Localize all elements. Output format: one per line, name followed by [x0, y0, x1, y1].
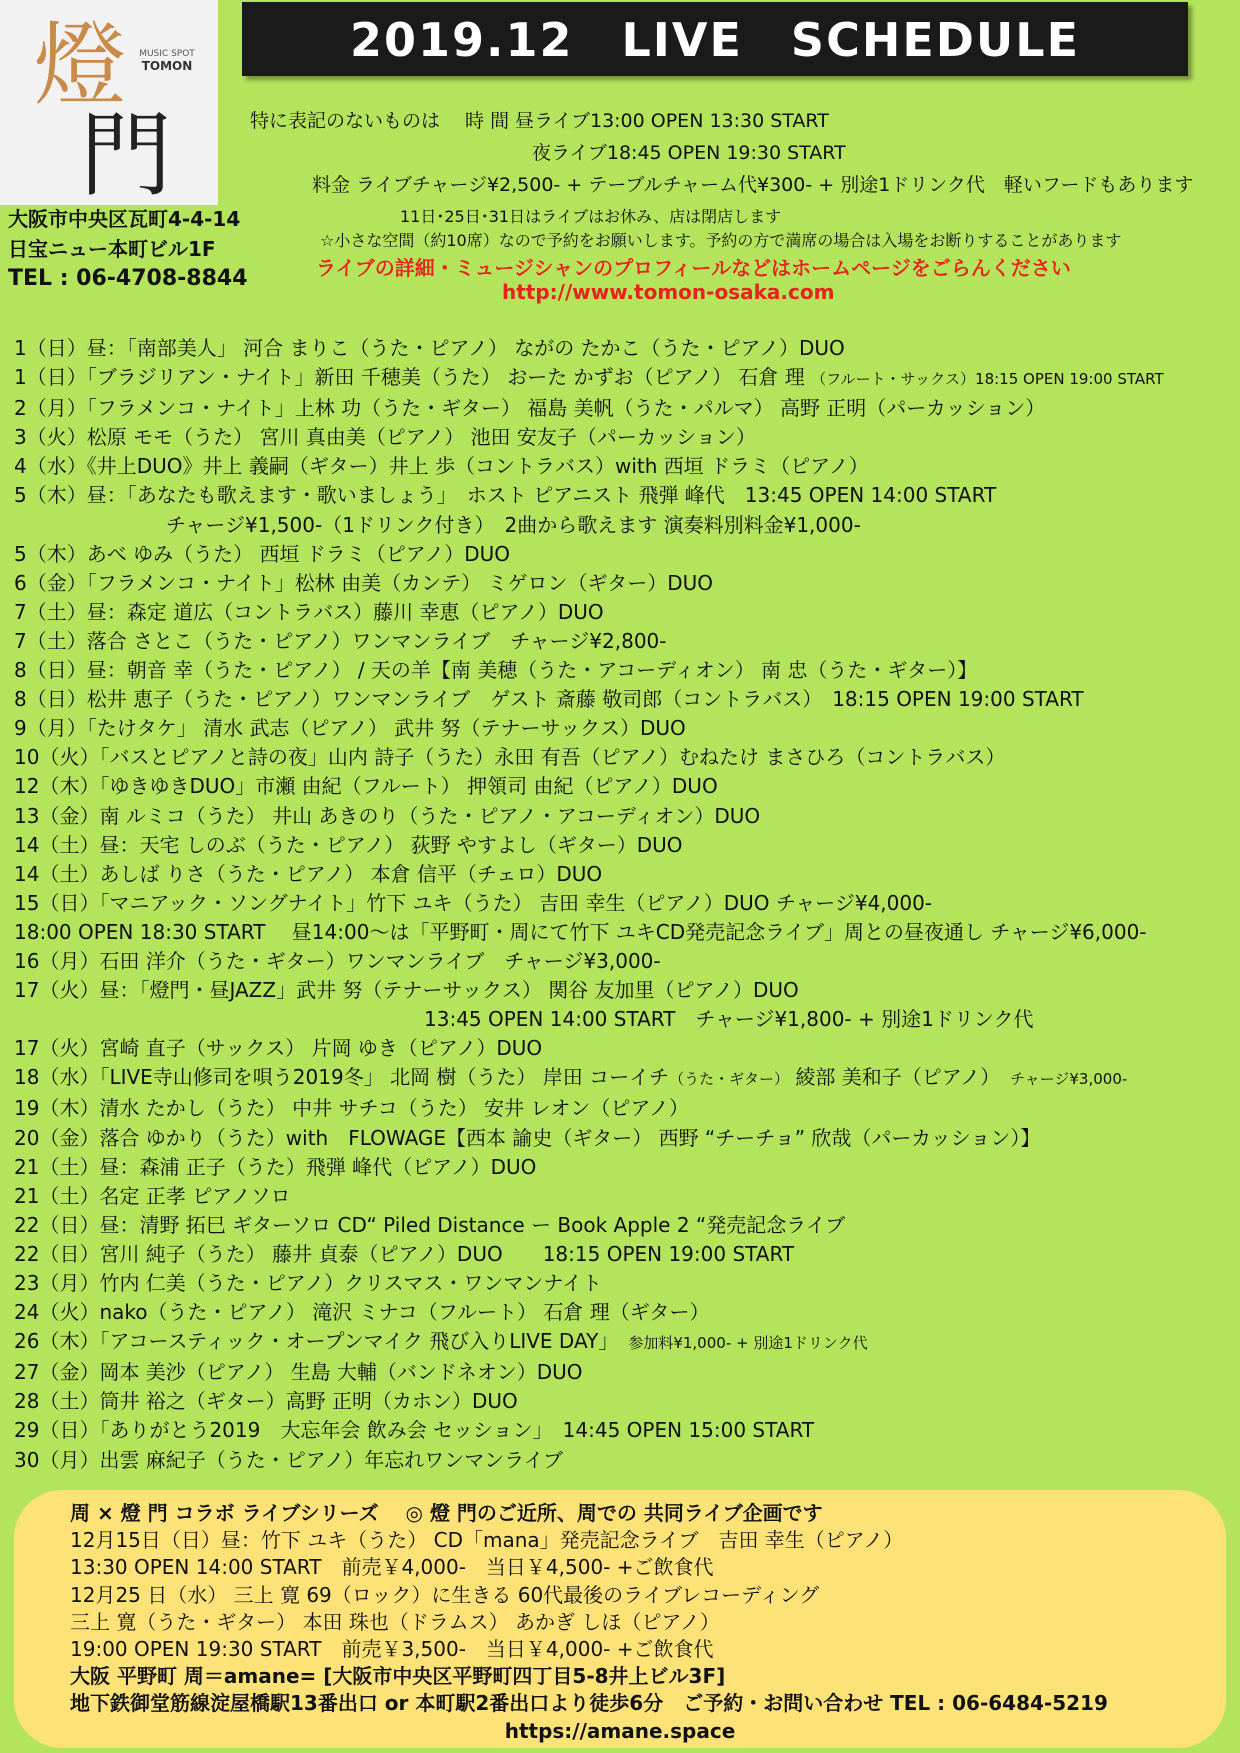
list-item: 5（木）あべ ゆみ（うた） 西垣 ドラミ（ピアノ）DUO	[14, 541, 510, 566]
list-item: 7（土）落合 さとこ（うた・ピアノ）ワンマンライブ チャージ¥2,800-	[14, 628, 667, 653]
logo-subtitle: MUSIC SPOT	[139, 49, 195, 59]
list-item: 18:00 OPEN 18:30 START 昼14:00～は「平野町・周にて竹下 ユキCD発売記念ライブ」周との昼夜通し チャージ¥6,000-	[14, 919, 1147, 944]
list-item: 5（木）昼：「あなたも歌えます・歌いましょう」 ホスト ピアニスト 飛弾 峰代 13:45 OPEN 14:00 START	[14, 483, 997, 508]
page-title: 2019.12 LIVE SCHEDULE	[242, 2, 1188, 76]
list-item: 6（金）「フラメンコ・ナイト」松林 由美（カンテ） ミゲロン（ギター）DUO	[14, 570, 714, 595]
address-line-1: 大阪市中央区瓦町4-4-14	[8, 207, 241, 231]
logo-brand	[118, 48, 216, 72]
list-item: 13:45 OPEN 14:00 START チャージ¥1,800- + 別途1ドリンク代	[424, 1007, 1034, 1032]
collab-link[interactable]: https://amane.space	[504, 1718, 736, 1743]
list-item: 28（土）筒井 裕之（ギター）高野 正明（カホン）DUO	[14, 1389, 518, 1414]
info-fee: 料金 ライブチャージ¥2,500- + テーブルチャーム代¥300- + 別途1ドリンク代 軽いフードもあります	[312, 174, 1194, 196]
list-item: 29（日）「ありがとう2019 大忘年会 飲み会 セッション」 14:45 OPEN 15:00 START	[14, 1418, 815, 1443]
list-item: 10（火）「バスとピアノと詩の夜」山内 詩子（うた）永田 有吾（ピアノ）むねたけ まさひろ（コントラバス）	[14, 745, 1006, 770]
list-item: 9（月）「たけタケ」 清水 武志（ピアノ） 武井 努（テナーサックス）DUO	[14, 716, 686, 741]
list-item: 23（月）竹内 仁美（うた・ピアノ）クリスマス・ワンマンナイト	[14, 1271, 603, 1295]
list-item: 26（木）「アコースティック・オープンマイク 飛び入りLIVE DAY」 参加料¥1,000- + 別途1ドリンク代	[14, 1329, 868, 1354]
list-item: 12（木）「ゆきゆきDUO」市瀬 由紀（フルート） 押領司 由紀（ピアノ）DUO	[14, 774, 718, 799]
list-item: 2（月）「フラメンコ・ナイト」上林 功（うた・ギター） 福島 美帆（うた・パルマ） 高野 正明（パーカッション）	[14, 396, 1046, 421]
collab-line: 13:30 OPEN 14:00 START 前売￥4,000- 当日￥4,500- +ご飲食代	[70, 1555, 714, 1580]
list-item: 22（日）昼：清野 拓巳 ギターソロ CD“ Piled Distance ー Book Apple 2 “発売記念ライブ	[14, 1212, 846, 1237]
info-time-night: 夜ライブ18:45 OPEN 19:30 START	[532, 142, 846, 164]
list-item: 18（水）「LIVE寺山修司を唄う2019冬」 北岡 樹（うた） 岸田 コーイチ（うた・ギター） 綾部 美和子（ピアノ） チャージ¥3,000-	[14, 1065, 1128, 1090]
info-time-day: 特に表記のないものは 時 間 昼ライブ13:00 OPEN 13:30 START	[250, 110, 829, 132]
list-item: 22（日）宮川 純子（うた） 藤井 貞泰（ピアノ）DUO 18:15 OPEN 19:00 START	[14, 1241, 795, 1266]
list-item: 17（火）宮崎 直子（サックス） 片岡 ゆき（ピアノ）DUO	[14, 1036, 543, 1061]
list-item: 14（土）あしば りさ（うた・ピアノ） 本倉 信平（チェロ）DUO	[14, 861, 603, 886]
info-homepage-note: ライブの詳細・ミュージシャンのプロフィールなどはホームページをごらんください	[316, 256, 1071, 280]
list-item: 13（金）南 ルミコ（うた） 井山 あきのり（うた・ピアノ・アコーディオン）DUO	[14, 803, 761, 828]
list-item: 1（日）昼：「南部美人」 河合 まりこ（うた・ピアノ） ながの たかこ（うた・ピアノ）DUO	[14, 336, 845, 360]
list-item: 8（日）昼：朝音 幸（うた・ピアノ） / 天の羊【南 美穂（うた・アコーディオン） 南 忠（うた・ギター）】	[14, 658, 978, 683]
info-closed-days: 11日･25日･31日はライブはお休み、店は閉店します	[400, 207, 782, 226]
homepage-link[interactable]: http://www.tomon-osaka.com	[502, 280, 835, 304]
collab-line: 19:00 OPEN 19:30 START 前売￥3,500- 当日￥4,000- +ご飲食代	[70, 1637, 714, 1662]
collab-line: 三上 寛（うた・ギター） 本田 珠也（ドラムス） あかぎ しほ（ピアノ）	[70, 1609, 720, 1634]
list-item: 14（土）昼：天宅 しのぶ（うた・ピアノ） 荻野 やすよし（ギター）DUO	[14, 832, 683, 857]
list-item: 15（日）「マニアック・ソングナイト」竹下 ユキ（うた） 吉田 幸生（ピアノ）DUO チャージ¥4,000-	[14, 890, 933, 915]
list-item: 8（日）松井 恵子（うた・ピアノ）ワンマンライブ ゲスト 斎藤 敬司郎（コントラバス） 18:15 OPEN 19:00 START	[14, 687, 1084, 712]
address-line-2: 日宝ニュー本町ビル1F	[8, 237, 216, 261]
info-reservation: ☆小さな空間（約10席）なので予約をお願いします。予約の方で満席の場合は入場をお断りすることがあります	[320, 231, 1122, 250]
collab-heading: 周 × 燈 門 コラボ ライブシリーズ ◎ 燈 門のご近所、周での 共同ライブ企画です	[70, 1501, 823, 1525]
list-item: 17（火）昼：「燈門・昼JAZZ」武井 努（テナーサックス） 関谷 友加里（ピアノ）DUO	[14, 978, 799, 1003]
list-item: 3（火）松原 モモ（うた） 宮川 真由美（ピアノ） 池田 安友子（パーカッション）	[14, 425, 756, 450]
logo-kanji	[34, 12, 173, 209]
list-item: 24（火）nako（うた・ピアノ） 滝沢 ミナコ（フルート） 石倉 理（ギター）	[14, 1300, 710, 1325]
list-item: 16（月）石田 洋介（うた・ギター）ワンマンライブ チャージ¥3,000-	[14, 948, 661, 973]
collab-line: 12月15日（日）昼：竹下 ユキ（うた） CD「mana」発売記念ライブ 吉田 幸生（ピアノ）	[70, 1528, 904, 1553]
collab-line: 12月25 日（水） 三上 寛 69（ロック）に生きる 60代最後のライブレコーディング	[70, 1582, 820, 1607]
venue-address	[8, 204, 248, 294]
list-item: 21（土）名定 正孝 ピアノソロ	[14, 1183, 291, 1208]
list-item: 21（土）昼：森浦 正子（うた）飛弾 峰代（ピアノ）DUO	[14, 1154, 537, 1179]
list-item: 20（金）落合 ゆかり（うた）with FLOWAGE【西本 諭史（ギター） 西野 “チーチョ” 欣哉（パーカッション）】	[14, 1125, 1041, 1150]
phone-number: TEL : 06-4708-8844	[8, 266, 248, 291]
list-item: チャージ¥1,500-（1ドリンク付き） 2曲から歌えます 演奏料別料金¥1,000-	[166, 512, 861, 537]
list-item: 19（木）清水 たかし（うた） 中井 サチコ（うた） 安井 レオン（ピアノ）	[14, 1096, 689, 1121]
list-item: 7（土）昼：森定 道広（コントラバス）藤川 幸恵（ピアノ）DUO	[14, 599, 604, 624]
collab-venue: 大阪 平野町 周＝amane= [大阪市中央区平野町四丁目5-8井上ビル3F]	[70, 1664, 726, 1689]
logo-kanji-bottom: 門	[80, 102, 173, 209]
list-item: 27（金）岡本 美沙（ピアノ） 生島 大輔（バンドネオン）DUO	[14, 1360, 583, 1385]
list-item: 4（水）《井上DUO》井上 義嗣（ギター）井上 歩（コントラバス）with 西垣 ドラミ（ピアノ）	[14, 454, 869, 479]
logo-kanji-top: 燈	[34, 12, 127, 119]
schedule-list	[14, 334, 1236, 1475]
logo-brand-name: TOMON	[141, 59, 193, 73]
list-item: 1（日）「ブラジリアン・ナイト」新田 千穂美（うた） おーた かずお（ピアノ） 石倉 理 （フルート・サックス）18:15 OPEN 19:00 START	[14, 365, 1164, 390]
collab-access: 地下鉄御堂筋線淀屋橋駅13番出口 or 本町駅2番出口より徒歩6分 ご予約・お問い合わせ TEL : 06-6484-5219	[70, 1691, 1108, 1716]
collab-box	[14, 1490, 1226, 1748]
list-item: 30（月）出雲 麻紀子（うた・ピアノ）年忘れワンマンライブ	[14, 1447, 564, 1472]
logo	[0, 0, 218, 209]
